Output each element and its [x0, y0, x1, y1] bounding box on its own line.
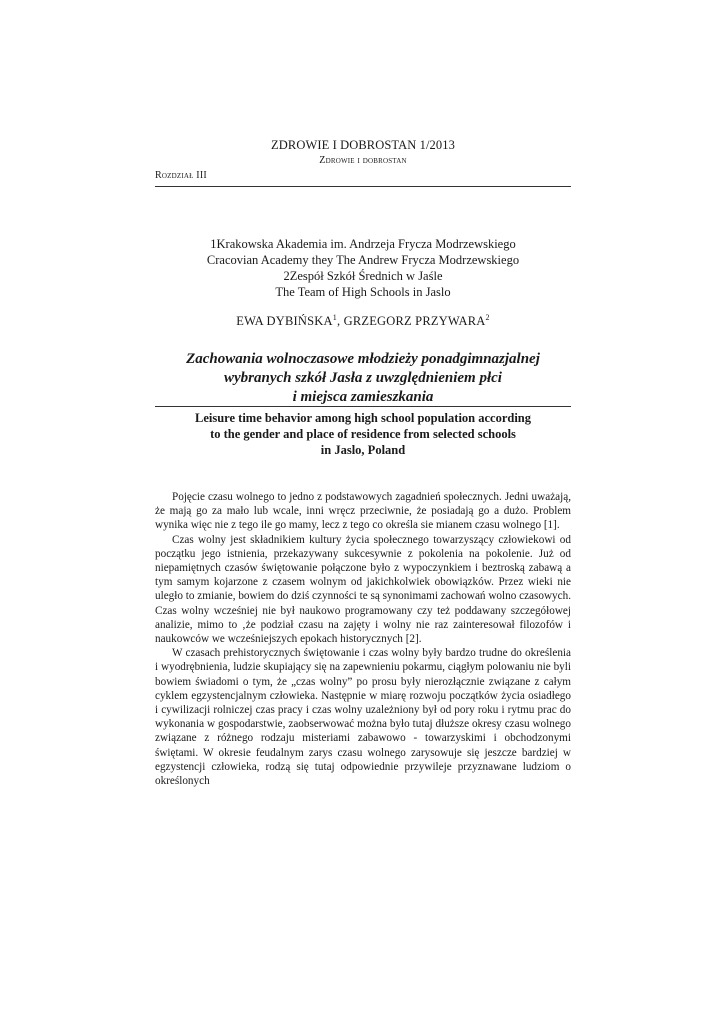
author-list — [155, 313, 571, 329]
section-header: Zdrowie i dobrostan — [319, 155, 407, 166]
paragraph: Czas wolny jest składnikiem kultury życia społecznego towarzyszący człowiekowi od początku jego istnienia, przekazywany sukcesywnie z pokolenia na pokolenie. Już od niepamiętnych czasów świętowanie połączone było z wypoczynkiem i beztroską zabawą a tym samym kojarzone z czasem wolnym od jakichkolwiek obowiązków. Przez wieki nie uległo to zmianie, bowiem do dziś czynności te są synonimami zachowań wolno czasowych. Czas wolny wcześniej nie był naukowo programowany czy też poddawany szczegółowej analizie, mimo to ‚że podział czasu na zajęty i wolny nie raz zainteresował filozofów i naukowców we wcześniejszych epokach historycznych [2]. — [155, 533, 571, 646]
affiliation-line: 1Krakowska Akademia im. Andrzeja Frycza Modrzewskiego — [210, 237, 516, 251]
title-line: i miejsca zamieszkania — [292, 389, 434, 405]
author-name: EWA DYBIŃSKA — [236, 314, 333, 328]
title-line: Leisure time behavior among high school population according — [194, 411, 532, 425]
chapter-label: Rozdział III — [155, 170, 207, 181]
author-separator: , — [336, 314, 344, 328]
affiliation-line: 2Zespół Szkół Średnich w Jaśle — [283, 269, 443, 283]
author-name: GRZEGORZ PRZYWARA — [343, 314, 486, 328]
affiliation-line: Cracovian Academy they The Andrew Frycza Modrzewskiego — [206, 253, 520, 267]
title-rule — [155, 406, 571, 407]
author-affiliation-mark: 2 — [485, 313, 490, 322]
title-line: in Jaslo, Poland — [320, 443, 406, 457]
title-line: Zachowania wolnoczasowe młodzieży ponadgimnazjalnej — [186, 351, 540, 367]
title-line: to the gender and place of residence from selected schools — [210, 427, 516, 441]
title-line: wybranych szkół Jasła z uwzględnieniem płci — [224, 370, 502, 386]
affiliation-line: The Team of High Schools in Jaslo — [275, 285, 451, 299]
title-english — [155, 410, 571, 458]
paragraph: Pojęcie czasu wolnego to jedno z podstawowych zagadnień społecznych. Jedni uważają, że mają go za mało lub wcale, inni wręcz przeciwnie, że posiadają go a dużo. Problem wynika więc nie z tego ile go mamy, lecz z tego co określa sie mianem czasu wolnego [1]. — [155, 491, 571, 532]
title-polish — [155, 350, 571, 407]
journal-header: ZDROWIE I DOBROSTAN 1/2013 — [271, 138, 455, 152]
document-page — [155, 0, 571, 1024]
author-affiliation-mark: 1 — [332, 313, 337, 322]
paragraph: W czasach prehistorycznych świętowanie i czas wolny były bardzo trudne do określenia i wyodrębnienia, ludzie skupiający się na zapewnieniu pokarmu, ciągłym polowaniu nie byli bowiem świadomi o tym, że „czas wolny” po prosu były nierozłącznie związane z całym cyklem egzystencjalnym człowieka. Następnie w miarę rozwoju początków życia osiadłego i cywilizacji rolniczej czas pracy i czas wolny uzależniony był od pory roku i rytmu prac do wykonania w gospodarstwie, zaobserwować można było tutaj dłuższe okresy czasu wolnego związane z różnego rodzaju misteriami zabawowo - towarzyskimi i obchodzonymi świętami. W okresie feudalnym zarys czasu wolnego zarysowuje się jeszcze bardziej w egzystencji człowieka, rodzą się tutaj odpowiednie przywileje przyznawane ludziom o określonych — [155, 647, 571, 788]
body-text — [155, 490, 571, 788]
header-rule — [155, 186, 571, 187]
affiliations — [155, 236, 571, 300]
